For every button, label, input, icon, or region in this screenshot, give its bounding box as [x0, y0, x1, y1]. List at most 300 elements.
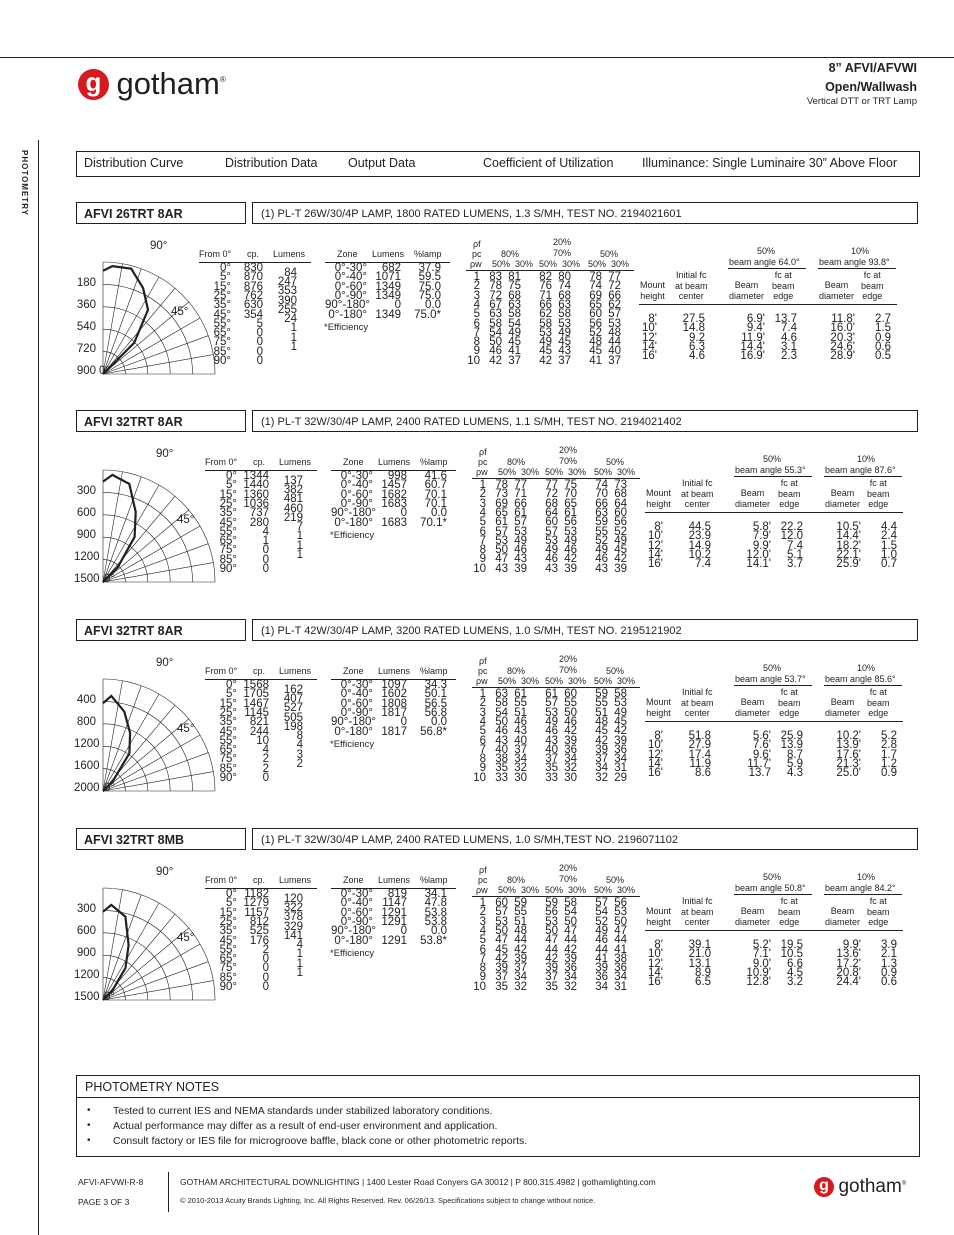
- cu-70-50: 46: [545, 725, 558, 738]
- col-header-zone: Zone: [343, 875, 364, 885]
- registered-mark: ®: [219, 74, 226, 84]
- col-header-initial: Initial fc at beam center: [681, 896, 714, 927]
- col-header-zone: Zone: [343, 666, 364, 676]
- rw-50: 50% 30%: [594, 676, 636, 686]
- illum-diameter-50: 9.6': [752, 748, 771, 761]
- dist-angle: 35°: [219, 716, 237, 729]
- cu-rcr: 8: [479, 544, 486, 557]
- cu-50-30: 57: [608, 308, 621, 321]
- cu-50-50: 74: [589, 280, 602, 293]
- rho-f: ρf: [479, 447, 487, 457]
- cu-70-30: 36: [564, 743, 577, 756]
- rho-f: ρf: [479, 656, 487, 666]
- illum-diameter-10: 22.1': [836, 548, 861, 561]
- note-item: Tested to current IES and NEMA standards under stabilized laboratory conditions.: [113, 1105, 493, 1117]
- col-header-from0: From 0°: [205, 666, 238, 676]
- polar-scale-label: 1200: [74, 969, 100, 981]
- cu-80-50: 37: [495, 971, 508, 984]
- col-header-lumens: Lumens: [378, 875, 411, 885]
- cu-80-50: 45: [495, 943, 508, 956]
- cu-50-50: 52: [595, 915, 608, 928]
- cu-80-30: 57: [514, 516, 527, 529]
- output-zone: 0°-40°: [340, 688, 373, 701]
- illum-diameter-10: 9.9': [842, 939, 861, 951]
- illum-diameter-10: 21.3': [836, 757, 861, 770]
- cu-80-30: 61: [514, 506, 527, 519]
- dist-lumens: 2: [296, 758, 303, 770]
- cu-rcr: 5: [479, 934, 486, 947]
- cu-80-30: 49: [508, 326, 521, 339]
- illum-initial: 4.6: [689, 350, 705, 363]
- cu-50-30: 64: [614, 497, 627, 510]
- illum-edge-10: 1.3: [881, 957, 897, 970]
- illum-pct50: 50%: [763, 454, 782, 464]
- rw-70: 50% 30%: [539, 259, 581, 269]
- output-zone: 0°-40°: [340, 479, 373, 492]
- cu-50-50: 54: [595, 906, 608, 919]
- cu-80-50: 60: [495, 897, 508, 909]
- cu-70-50: 60: [545, 516, 558, 529]
- rc-70: 20% 70%: [559, 863, 578, 884]
- cu-50-50: 41: [589, 354, 602, 367]
- dist-cp: 1279: [243, 897, 269, 910]
- cu-50-30: 36: [614, 962, 627, 975]
- illum-diameter-10: 13.9': [836, 739, 861, 752]
- rw-70: 50% 30%: [545, 467, 587, 477]
- illum-diameter-50: 16.9': [740, 350, 765, 363]
- cu-50-30: 52: [614, 525, 627, 538]
- illum-diameter-10: 24.4': [836, 976, 861, 989]
- header-rule: [645, 721, 903, 722]
- cu-70-30: 36: [564, 962, 577, 975]
- cu-50-30: 72: [608, 280, 621, 293]
- illum-mount: 16': [648, 767, 663, 780]
- polar-angle-90: 90°: [156, 866, 174, 878]
- cu-70-30: 34: [564, 971, 577, 984]
- cu-80-50: 40: [495, 743, 508, 756]
- col-header-zone: Zone: [337, 249, 358, 259]
- illum-angle50: beam angle 64.0°: [729, 257, 800, 267]
- section-title: AFVI 26TRT 8AR: [76, 202, 246, 224]
- cu-70-30: 55: [564, 697, 577, 710]
- cu-rcr: 10: [467, 354, 480, 367]
- cu-70-30: 34: [564, 753, 577, 766]
- dist-cp: 876: [243, 280, 263, 293]
- dist-angle: 85°: [219, 762, 237, 775]
- cu-50-30: 47: [614, 924, 627, 937]
- cu-70-30: 58: [564, 897, 577, 909]
- dist-angle: 45°: [219, 516, 237, 529]
- cu-80-50: 53: [495, 534, 508, 547]
- output-zone: 0°-180°: [334, 934, 373, 947]
- col-header-lumens: Lumens: [372, 249, 405, 259]
- illum-diameter-10: 11.8': [831, 313, 855, 325]
- cu-50-50: 49: [595, 544, 608, 557]
- output-zone: 0°-30°: [340, 470, 373, 482]
- dist-cp: 0: [262, 544, 269, 557]
- cu-rcr: 2: [479, 697, 486, 710]
- col-header-cp: cp.: [253, 457, 266, 467]
- cu-50-50: 45: [589, 345, 602, 358]
- cu-70-30: 63: [558, 298, 571, 311]
- tab-illuminance[interactable]: Illuminance: Single Luminaire 30” Above Floor: [642, 156, 897, 170]
- cu-50-30: 49: [614, 706, 627, 719]
- cu-50-50: 48: [589, 336, 602, 349]
- cu-rcr: 2: [479, 906, 486, 919]
- rho-c: pc: [472, 249, 482, 259]
- dist-lumens: 390: [277, 294, 297, 307]
- cu-80-30: 63: [508, 298, 521, 311]
- col-header-from0: From 0°: [199, 249, 232, 259]
- dist-cp: 0: [256, 336, 263, 349]
- cu-80-30: 55: [514, 697, 527, 710]
- illum-diameter-50: 7.1': [752, 948, 771, 961]
- col-header-cp: cp.: [253, 666, 266, 676]
- tab-distribution-data[interactable]: Distribution Data: [225, 156, 318, 170]
- col-header-lumens: Lumens: [279, 875, 312, 885]
- illum-mount: 8': [654, 521, 663, 533]
- dist-angle: 5°: [226, 688, 237, 701]
- cu-50-50: 32: [595, 771, 608, 784]
- dist-cp: 525: [249, 925, 269, 938]
- col-header-lumens: Lumens: [279, 666, 312, 676]
- illum-diameter-50: 7.9': [752, 530, 771, 543]
- illum-diameter-50: 14.4': [740, 340, 765, 353]
- cu-80-30: 54: [508, 317, 521, 330]
- cu-70-50: 37: [545, 971, 558, 984]
- output-zone: 0°-180°: [328, 308, 367, 321]
- illum-initial: 39.1: [688, 939, 711, 951]
- output-lumens: 1817: [381, 725, 407, 738]
- rc-50: 50%: [600, 249, 619, 259]
- illum-mount: 8': [654, 939, 663, 951]
- cu-rcr: 4: [479, 924, 486, 937]
- polar-scale-label: 300: [76, 903, 96, 915]
- lamp-description: (1) PL-T 42W/30/4P LAMP, 3200 RATED LUMENS, 1.0 S/MH, TEST NO. 2195121902: [252, 619, 918, 641]
- cu-80-50: 63: [489, 308, 502, 321]
- cu-rcr: 1: [479, 688, 486, 700]
- logo-g-icon: g: [814, 1177, 834, 1197]
- illum-initial: 44.5: [688, 521, 711, 533]
- cu-80-50: 58: [495, 697, 508, 710]
- polar-angle-90: 90°: [156, 448, 174, 460]
- cu-80-30: 37: [514, 962, 527, 975]
- polar-angle-0: 0°: [104, 991, 115, 1003]
- col-header-beam-diameter-50: Beam diameter: [735, 906, 771, 927]
- rc-50: 50%: [606, 875, 625, 885]
- dist-angle: 45°: [219, 934, 237, 947]
- cu-80-50: 83: [489, 271, 502, 283]
- cu-50-30: 44: [608, 336, 621, 349]
- dist-cp: 0: [262, 772, 269, 784]
- dist-cp: 1360: [243, 488, 269, 501]
- illum-edge-50: 7.4: [781, 322, 797, 335]
- output-lumens: 0: [400, 925, 407, 938]
- dist-lumens: 407: [283, 692, 303, 705]
- cu-rcr: 10: [473, 562, 486, 575]
- output-pct: 34.3: [424, 679, 447, 691]
- cu-80-50: 54: [495, 706, 508, 719]
- illum-angle10: beam angle 93.8°: [819, 257, 890, 267]
- illum-diameter-10: 17.2': [836, 957, 861, 970]
- efficiency-note: *Efficiency: [330, 948, 375, 959]
- cu-70-50: 42: [539, 354, 552, 367]
- illum-diameter-50: 9.4': [746, 322, 765, 335]
- dist-angle: 15°: [219, 906, 237, 919]
- polar-scale-label: 180: [76, 277, 96, 289]
- output-zone: 0°-90°: [340, 497, 373, 510]
- output-zone: 0°-180°: [334, 725, 373, 738]
- cu-70-30: 50: [564, 915, 577, 928]
- illum-edge-10: 2.1: [881, 948, 897, 961]
- output-pct: 70.1: [424, 497, 447, 510]
- dist-cp: 1182: [244, 888, 269, 900]
- cu-50-50: 46: [595, 553, 608, 566]
- output-zone: 90°-180°: [331, 507, 377, 520]
- rw-80: 50% 30%: [498, 467, 540, 477]
- col-header-zone: Zone: [343, 457, 364, 467]
- cu-50-30: 77: [608, 271, 621, 283]
- output-zone: 0°-60°: [340, 488, 373, 501]
- dist-angle: 65°: [213, 327, 231, 340]
- cu-70-30: 44: [564, 934, 577, 947]
- cu-80-30: 43: [514, 725, 527, 738]
- cu-70-50: 53: [539, 326, 552, 339]
- cu-80-50: 63: [495, 688, 508, 700]
- cu-70-30: 70: [564, 488, 577, 501]
- output-lumens: 1291: [381, 934, 407, 947]
- cu-50-30: 68: [614, 488, 627, 501]
- polar-scale-label: 800: [76, 716, 96, 728]
- dist-cp: 630: [243, 299, 263, 312]
- dist-lumens: 4: [296, 739, 303, 752]
- output-pct: 56.5: [424, 697, 447, 710]
- cu-50-50: 59: [595, 516, 608, 529]
- illum-edge-10: 0.6: [881, 976, 897, 989]
- header-rule: [824, 476, 902, 477]
- tab-distribution-curve[interactable]: Distribution Curve: [84, 156, 184, 170]
- cu-70-30: 56: [564, 516, 577, 529]
- polar-scale-label: 900: [76, 365, 96, 377]
- col-header-cp: cp.: [253, 875, 266, 885]
- col-header-fc-edge-10: fc at beam edge: [867, 896, 890, 927]
- illum-diameter-50: 13.7: [748, 767, 771, 780]
- cu-70-50: 40: [545, 743, 558, 756]
- cu-rcr: 1: [479, 479, 486, 491]
- cu-80-50: 46: [495, 725, 508, 738]
- dist-angle: 75°: [213, 336, 231, 349]
- dist-cp: 870: [243, 271, 263, 284]
- illum-diameter-50: 9.9': [752, 539, 771, 552]
- dist-lumens: 247: [277, 275, 297, 288]
- dist-angle: 35°: [219, 925, 237, 938]
- rc-80: 80%: [507, 457, 526, 467]
- dist-lumens: 3: [296, 748, 303, 761]
- output-lumens: 1291: [381, 906, 407, 919]
- illum-mount: 12': [648, 957, 663, 970]
- illum-pct50: 50%: [763, 872, 782, 882]
- cu-80-50: 57: [495, 525, 508, 538]
- cu-80-50: 72: [489, 289, 502, 302]
- output-lumens: 1349: [375, 280, 401, 293]
- brand-name: gotham: [838, 1176, 902, 1197]
- illum-mount: 14': [648, 966, 663, 979]
- output-zone: 0°-40°: [334, 271, 367, 284]
- cu-50-50: 66: [595, 497, 608, 510]
- cu-50-50: 69: [589, 289, 602, 302]
- dist-lumens: 84: [284, 266, 297, 279]
- dist-cp: 176: [249, 934, 269, 947]
- col-header-from0: From 0°: [205, 457, 238, 467]
- output-lumens: 1817: [381, 706, 407, 719]
- cu-80-30: 45: [508, 336, 521, 349]
- cu-50-30: 56: [614, 897, 627, 909]
- cu-50-30: 53: [614, 697, 627, 710]
- illum-mount: 12': [648, 748, 663, 761]
- cu-50-30: 34: [614, 971, 627, 984]
- illum-initial: 9.2: [689, 331, 705, 344]
- illum-diameter-10: 25.9': [836, 558, 861, 571]
- lamp-description: (1) PL-T 26W/30/4P LAMP, 1800 RATED LUMENS, 1.3 S/MH, TEST NO. 2194021601: [252, 202, 918, 224]
- dist-angle: 90°: [219, 772, 237, 784]
- section-title: AFVI 32TRT 8MB: [76, 828, 246, 850]
- cu-80-50: 38: [495, 753, 508, 766]
- illum-diameter-10: 20.8': [836, 966, 861, 979]
- dist-angle: 25°: [219, 497, 237, 510]
- output-zone: 0°-180°: [334, 516, 373, 529]
- dist-cp: 0: [256, 355, 263, 367]
- output-lumens: 1071: [375, 271, 401, 284]
- output-lumens: 1349: [375, 289, 401, 302]
- illum-diameter-10: 20.3': [830, 331, 855, 344]
- cu-80-30: 42: [514, 943, 527, 956]
- cu-70-30: 47: [564, 924, 577, 937]
- cu-rcr: 5: [479, 516, 486, 529]
- rho-w: ρw: [476, 467, 488, 477]
- dist-angle: 90°: [219, 981, 237, 993]
- dist-angle: 45°: [219, 725, 237, 738]
- cu-70-50: 56: [545, 906, 558, 919]
- illum-edge-50: 13.9: [780, 739, 803, 752]
- output-zone: 90°-180°: [325, 299, 371, 312]
- dist-lumens: 255: [277, 303, 297, 316]
- polar-scale-label: 900: [76, 529, 96, 541]
- illum-edge-50: 3.2: [787, 976, 803, 989]
- col-header-initial: Initial fc at beam center: [681, 478, 714, 509]
- col-header-lumens: Lumens: [273, 249, 306, 259]
- cu-50-30: 39: [614, 562, 627, 575]
- dist-angle: 85°: [213, 345, 231, 358]
- dist-lumens: 1: [290, 331, 297, 344]
- dist-lumens: 505: [283, 711, 303, 724]
- col-header-mount: Mount height: [646, 697, 672, 718]
- illum-pct50: 50%: [757, 246, 776, 256]
- cu-50-50: 39: [595, 962, 608, 975]
- cu-50-50: 78: [589, 271, 602, 283]
- cu-50-30: 66: [608, 289, 621, 302]
- cu-50-30: 62: [608, 298, 621, 311]
- cu-70-30: 74: [558, 280, 571, 293]
- cu-80-30: 68: [508, 289, 521, 302]
- cu-50-50: 41: [595, 952, 608, 965]
- cu-50-30: 44: [614, 934, 627, 947]
- dist-lumens: 120: [283, 892, 303, 905]
- cu-70-30: 46: [564, 715, 577, 728]
- cu-80-30: 48: [514, 924, 527, 937]
- cu-50-50: 36: [595, 971, 608, 984]
- polar-angle-0: 0°: [104, 782, 115, 794]
- polar-scale-label: 600: [76, 925, 96, 937]
- illum-diameter-50: 7.6': [752, 739, 771, 752]
- dist-cp: 0: [262, 553, 269, 566]
- tab-output-data[interactable]: Output Data: [348, 156, 416, 170]
- cu-80-50: 35: [495, 980, 508, 993]
- rho-w: ρw: [476, 885, 488, 895]
- illum-pct10: 10%: [857, 454, 876, 464]
- cu-50-30: 39: [614, 734, 627, 747]
- photometry-notes: [76, 1075, 920, 1157]
- cu-70-50: 43: [545, 734, 558, 747]
- cu-rcr: 6: [479, 734, 486, 747]
- output-pct: 53.8*: [420, 934, 447, 947]
- dist-cp: 280: [249, 516, 269, 529]
- output-lumens: 0: [400, 716, 407, 729]
- side-label: PHOTOMETRY: [20, 150, 29, 217]
- illum-mount: 16': [648, 976, 663, 989]
- cu-70-50: 53: [545, 915, 558, 928]
- cu-80-50: 33: [495, 771, 508, 784]
- cu-70-30: 50: [564, 706, 577, 719]
- doc-id: AFVI-AFVWI-R-8: [78, 1177, 144, 1187]
- col-header-lamp: %lamp: [420, 457, 448, 467]
- dist-angle: 35°: [219, 507, 237, 520]
- dist-angle: 5°: [226, 897, 237, 910]
- tab-coefficient-of-utilization[interactable]: Coefficient of Utilization: [483, 156, 614, 170]
- dist-cp: 5: [256, 317, 263, 330]
- cu-80-50: 47: [495, 934, 508, 947]
- cu-50-30: 56: [614, 516, 627, 529]
- output-zone: 0°-90°: [334, 289, 367, 302]
- cu-50-50: 55: [595, 697, 608, 710]
- dist-lumens: 322: [283, 901, 303, 914]
- illum-mount: 14': [642, 340, 657, 353]
- dist-cp: 1157: [244, 906, 269, 919]
- cu-80-50: 69: [495, 497, 508, 510]
- illum-diameter-10: 10.2': [836, 730, 861, 742]
- dist-angle: 55°: [213, 317, 231, 330]
- col-header-beam-diameter-10: Beam diameter: [825, 488, 861, 509]
- output-zone: 0°-60°: [340, 906, 373, 919]
- polar-scale-label: 1200: [74, 738, 100, 750]
- col-header-beam-diameter-50: Beam diameter: [735, 697, 771, 718]
- cu-rcr: 7: [473, 326, 480, 339]
- cu-50-50: 51: [595, 706, 608, 719]
- cu-80-30: 44: [514, 934, 527, 947]
- lamp-description: (1) PL-T 32W/30/4P LAMP, 2400 RATED LUMENS, 1.0 S/MH,TEST NO. 2196071102: [252, 828, 918, 850]
- polar-angle-90: 90°: [150, 240, 168, 252]
- polar-scale-label: 1500: [74, 991, 100, 1003]
- cu-rcr: 3: [473, 289, 480, 302]
- cu-70-50: 49: [545, 544, 558, 557]
- rho-w: ρw: [476, 676, 488, 686]
- dist-angle: 0°: [226, 679, 237, 691]
- dist-lumens: 460: [283, 502, 303, 515]
- cu-70-30: 60: [564, 688, 577, 700]
- output-pct: 41.6: [424, 470, 447, 482]
- cu-70-50: 76: [539, 280, 552, 293]
- cu-80-50: 73: [495, 488, 508, 501]
- cu-rcr: 6: [479, 943, 486, 956]
